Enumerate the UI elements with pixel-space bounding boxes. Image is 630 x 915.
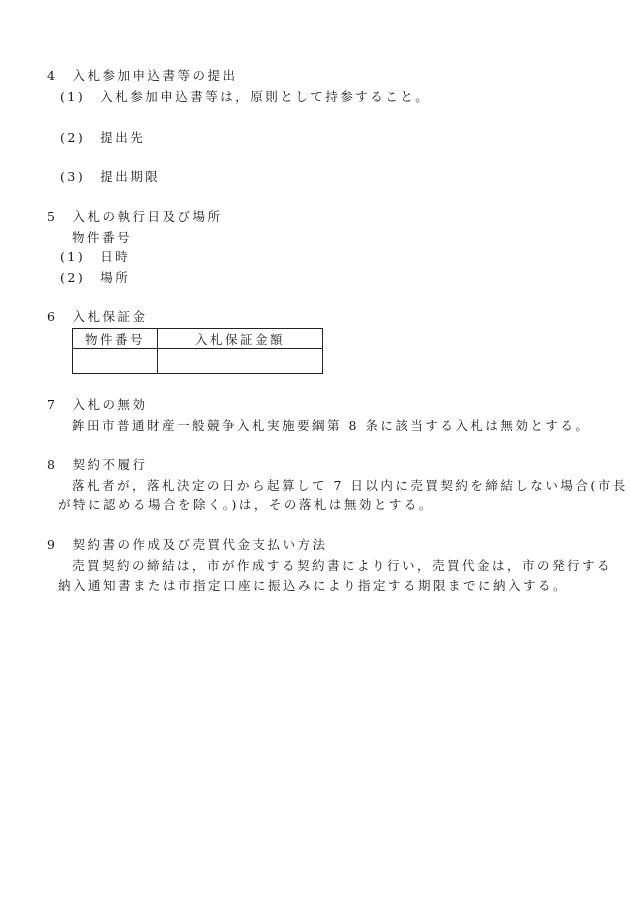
- section-5-heading: 5 入札の執行日及び場所: [47, 209, 223, 224]
- section-5-subheading: 物件番号: [72, 230, 133, 245]
- section-8-body-line-1: 落札者が，落札決定の日から起算して 7 日以内に売買契約を締結しない場合(市長: [72, 478, 628, 493]
- bond-table: [72, 328, 323, 374]
- bond-table-cell-property-number: [73, 349, 158, 374]
- bond-table-header-property-number: 物件番号: [73, 329, 158, 349]
- section-4-item-2: (2) 提出先: [60, 130, 146, 145]
- section-9-body-line-1: 売買契約の締結は，市が作成する契約書により行い，売買代金は，市の発行する: [72, 558, 613, 573]
- section-8-heading: 8 契約不履行: [47, 457, 148, 472]
- section-8-body-line-2: が特に認める場合を除く。)は，その落札は無効とする。: [58, 497, 434, 512]
- bond-table-header-row: [73, 329, 323, 349]
- section-6-heading: 6 入札保証金: [47, 309, 148, 324]
- bond-table-header-bond-amount: 入札保証金額: [158, 329, 323, 349]
- table-row: [73, 349, 323, 374]
- section-9-heading: 9 契約書の作成及び売買代金支払い方法: [47, 537, 328, 552]
- section-9-body-line-2: 納入通知書または市指定口座に振込みにより指定する期限までに納入する。: [58, 578, 569, 593]
- section-4-item-3: (3) 提出期限: [60, 169, 161, 184]
- section-7-heading: 7 入札の無効: [47, 397, 148, 412]
- section-5-item-2: (2) 場所: [60, 270, 131, 285]
- section-4-heading: 4 入札参加申込書等の提出: [47, 68, 238, 83]
- bond-table-cell-bond-amount: [158, 349, 323, 374]
- section-4-item-1: (1) 入札参加申込書等は，原則として持参すること。: [60, 89, 431, 104]
- section-5-item-1: (1) 日時: [60, 249, 131, 264]
- section-7-body: 鉾田市普通財産一般競争入札実施要綱第 8 条に該当する入札は無効とする。: [72, 418, 591, 433]
